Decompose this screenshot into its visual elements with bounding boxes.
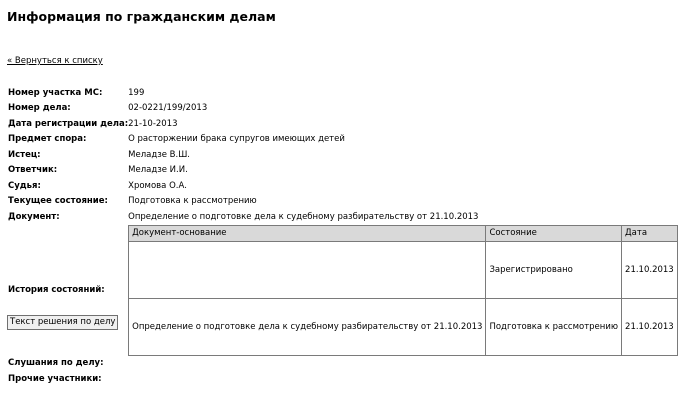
field-value-court-section: 199 <box>128 87 145 98</box>
field-value-document: Определение о подготовке дела к судебному разбирательству от 21.10.2013 <box>128 211 479 222</box>
field-value-subject: О расторжении брака супругов имеющих детей <box>128 134 345 145</box>
history-table <box>128 225 678 356</box>
back-to-list-link[interactable]: « Вернуться к списку <box>7 56 103 66</box>
history-header-date: Дата <box>622 225 678 241</box>
history-header-state: Состояние <box>486 225 622 241</box>
field-value-plaintiff: Меладзе В.Ш. <box>128 149 190 160</box>
page-title: Информация по гражданским делам <box>7 9 276 24</box>
field-row-hearings <box>8 356 678 372</box>
field-label-plaintiff: Истец: <box>8 149 41 160</box>
field-label-registration-date: Дата регистрации дела: <box>8 118 129 129</box>
field-value-defendant: Меладзе И.И. <box>128 165 188 176</box>
field-label-document: Документ: <box>8 211 60 222</box>
field-value-history <box>128 225 678 356</box>
field-row-document <box>8 209 678 225</box>
history-cell-document <box>129 241 486 298</box>
field-label-current-state: Текущее состояние: <box>8 196 108 207</box>
history-header-row <box>129 225 678 241</box>
field-row-subject <box>8 132 678 148</box>
field-label-subject: Предмет спора: <box>8 134 87 145</box>
history-header-document: Документ-основание <box>129 225 486 241</box>
decision-text-button[interactable]: Текст решения по делу <box>7 315 118 330</box>
field-value-case-number: 02-0221/199/2013 <box>128 103 208 114</box>
field-label-defendant: Ответчик: <box>8 165 58 176</box>
field-label-participants: Прочие участники: <box>8 373 102 384</box>
field-value-judge: Хромова О.А. <box>128 180 187 191</box>
history-row <box>129 298 678 355</box>
history-cell-state: Зарегистрировано <box>486 241 622 298</box>
history-cell-date: 21.10.2013 <box>622 241 678 298</box>
field-row-plaintiff <box>8 147 678 163</box>
field-row-history <box>8 225 678 356</box>
field-value-current-state: Подготовка к рассмотрению <box>128 196 257 207</box>
field-label-case-number: Номер дела: <box>8 103 71 114</box>
field-row-judge <box>8 178 678 194</box>
case-info-table <box>8 85 678 387</box>
field-row-current-state <box>8 194 678 210</box>
field-label-hearings: Слушания по делу: <box>8 358 104 369</box>
field-row-participants <box>8 371 678 387</box>
field-row-defendant <box>8 163 678 179</box>
field-row-registration-date <box>8 116 678 132</box>
history-cell-state: Подготовка к рассмотрению <box>486 298 622 355</box>
field-label-history: История состояний: <box>8 285 105 295</box>
field-label-court-section: Номер участка МС: <box>8 87 103 98</box>
field-row-court-section <box>8 85 678 101</box>
field-value-registration-date: 21-10-2013 <box>128 118 178 129</box>
field-row-case-number <box>8 101 678 117</box>
history-cell-document: Определение о подготовке дела к судебному разбирательству от 21.10.2013 <box>129 298 486 355</box>
history-row <box>129 241 678 298</box>
history-cell-date: 21.10.2013 <box>622 298 678 355</box>
field-label-judge: Судья: <box>8 180 41 191</box>
